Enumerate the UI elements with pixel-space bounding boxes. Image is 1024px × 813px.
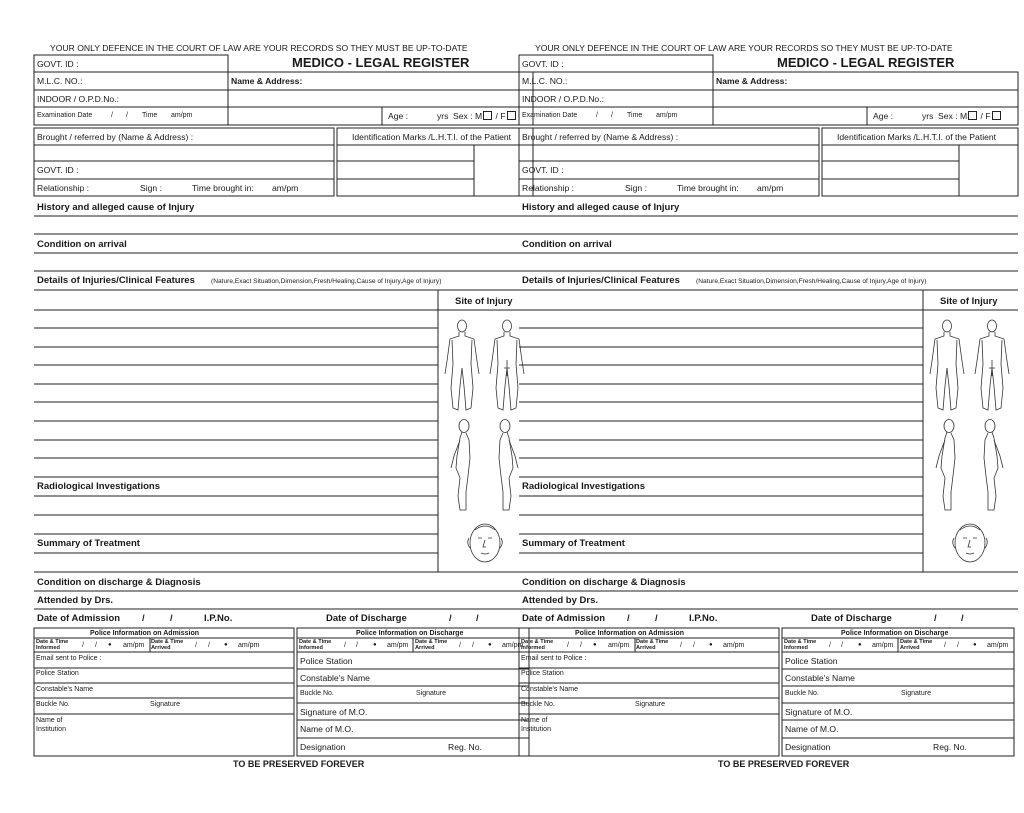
adm-arrived-sep-2: /	[693, 642, 695, 649]
date-sep-2: /	[611, 112, 613, 119]
relationship-label: Relationship :	[37, 183, 90, 193]
name-institution-label: Name of Institution	[521, 717, 551, 733]
admission-sep-1: /	[627, 613, 630, 624]
medico-legal-form-right	[517, 0, 1009, 813]
adm-constable-label: Constable's Name	[521, 686, 578, 693]
sex-f-checkbox[interactable]	[992, 111, 1001, 120]
history-heading: History and alleged cause of Injury	[522, 202, 680, 213]
reg-no-label: Reg. No.	[448, 742, 482, 752]
medico-legal-form-left	[32, 0, 524, 813]
form-title: MEDICO - LEGAL REGISTER	[292, 55, 470, 70]
adm-arrived-bullet: ●	[224, 642, 228, 648]
condition-arrival-heading: Condition on arrival	[37, 239, 127, 250]
sig-mo-label: Signature of M.O.	[785, 707, 853, 717]
site-of-injury-heading: Site of Injury	[455, 296, 513, 307]
sex-m-checkbox[interactable]	[483, 111, 492, 120]
name-mo-label: Name of M.O.	[785, 724, 839, 734]
summary-treatment-heading: Summary of Treatment	[522, 538, 625, 549]
adm-signature-label: Signature	[635, 701, 665, 708]
details-injuries-note: (Nature,Exact Situation,Dimension,Fresh/Healing,Cause of Injury,Age of Injury)	[696, 278, 927, 285]
dis-constable-label: Constable's Name	[785, 673, 855, 683]
adm-arrived-bullet: ●	[709, 642, 713, 648]
adm-informed-sep-2: /	[95, 642, 97, 649]
dis-informed-sep-2: /	[841, 642, 843, 649]
dis-police-station-label: Police Station	[785, 656, 838, 666]
govt-id-2-label: GOVT. ID :	[37, 165, 79, 175]
govt-id-label: GOVT. ID :	[37, 59, 79, 69]
yrs-label: yrs	[922, 111, 934, 121]
dis-informed-sep-2: /	[356, 642, 358, 649]
dis-arrived-bullet: ●	[488, 642, 492, 648]
time-brought-label: Time brought in:	[677, 183, 739, 193]
govt-id-label: GOVT. ID :	[522, 59, 564, 69]
sex-f-label: / F	[495, 111, 506, 121]
sex-field	[453, 111, 517, 121]
police-discharge-heading: Police Information on Discharge	[841, 630, 949, 637]
side-body-icon	[451, 420, 518, 511]
sex-label: Sex :	[453, 111, 473, 121]
front-body-icon	[930, 320, 964, 410]
side-body-icon	[936, 420, 1003, 511]
adm-signature-label: Signature	[150, 701, 180, 708]
discharge-sep-1: /	[934, 613, 937, 624]
sex-f-label: / F	[980, 111, 991, 121]
details-injuries-heading: Details of Injuries/Clinical Features	[522, 275, 680, 286]
brought-by-label: Brought / referred by (Name & Address) :	[37, 132, 194, 142]
age-label: Age :	[388, 111, 409, 121]
dis-dt-arrived-label: Date & Time Arrived	[900, 639, 933, 651]
exam-ampm: am/pm	[171, 112, 193, 119]
adm-informed-sep-1: /	[82, 642, 84, 649]
discharge-sep-2: /	[476, 613, 479, 624]
adm-arrived-sep-2: /	[208, 642, 210, 649]
date-discharge-label: Date of Discharge	[326, 613, 407, 624]
adm-informed-bullet: ●	[593, 642, 597, 648]
dis-dt-informed-label: Date & Time Informed	[299, 639, 332, 651]
admission-sep-1: /	[142, 613, 145, 624]
body-diagram-icon	[927, 316, 1015, 576]
adm-arrived-ampm: am/pm	[723, 642, 745, 649]
dis-arrived-sep-2: /	[957, 642, 959, 649]
admission-sep-2: /	[170, 613, 173, 624]
date-sep-2: /	[126, 112, 128, 119]
dis-arrived-bullet: ●	[973, 642, 977, 648]
front-body-icon	[445, 320, 479, 410]
summary-treatment-heading: Summary of Treatment	[37, 538, 140, 549]
exam-date-label: Examination Date	[522, 112, 578, 119]
adm-dt-informed-label: Date & Time Informed	[36, 639, 69, 651]
condition-arrival-heading: Condition on arrival	[522, 239, 612, 250]
discharge-sep-1: /	[449, 613, 452, 624]
govt-id-2-label: GOVT. ID :	[522, 165, 564, 175]
dis-informed-bullet: ●	[373, 642, 377, 648]
dis-arrived-sep-2: /	[472, 642, 474, 649]
dis-informed-ampm: am/pm	[387, 642, 409, 649]
mlc-no-label: M.L.C. NO.:	[37, 76, 83, 86]
date-admission-label: Date of Admission	[522, 613, 606, 624]
exam-time-label: Time	[627, 112, 643, 119]
sex-m-checkbox[interactable]	[968, 111, 977, 120]
exam-time-label: Time	[142, 112, 158, 119]
adm-arrived-ampm: am/pm	[238, 642, 260, 649]
name-mo-label: Name of M.O.	[300, 724, 354, 734]
name-institution-label: Name of Institution	[36, 717, 66, 733]
sign-label: Sign :	[140, 183, 162, 193]
details-injuries-heading: Details of Injuries/Clinical Features	[37, 275, 195, 286]
adm-constable-label: Constable's Name	[36, 686, 93, 693]
dis-dt-informed-label: Date & Time Informed	[784, 639, 817, 651]
footer-note: TO BE PRESERVED FOREVER	[233, 759, 365, 769]
adm-informed-sep-2: /	[580, 642, 582, 649]
footer-note: TO BE PRESERVED FOREVER	[718, 759, 850, 769]
ip-no-label: I.P.No.	[689, 613, 718, 624]
date-sep-1: /	[596, 112, 598, 119]
adm-informed-bullet: ●	[108, 642, 112, 648]
back-body-icon	[975, 320, 1009, 410]
header-note: YOUR ONLY DEFENCE IN THE COURT OF LAW ARE YOUR RECORDS SO THEY MUST BE UP-TO-DATE	[50, 43, 468, 53]
details-injuries-note: (Nature,Exact Situation,Dimension,Fresh/Healing,Cause of Injury,Age of Injury)	[211, 278, 442, 285]
police-admission-heading: Police Information on Admission	[90, 630, 200, 637]
sex-m-label: M	[959, 111, 968, 121]
dis-informed-ampm: am/pm	[872, 642, 894, 649]
sex-m-label: M	[474, 111, 483, 121]
admission-sep-2: /	[655, 613, 658, 624]
history-heading: History and alleged cause of Injury	[37, 202, 195, 213]
adm-dt-informed-label: Date & Time Informed	[521, 639, 554, 651]
time-brought-label: Time brought in:	[192, 183, 254, 193]
time-brought-ampm: am/pm	[272, 183, 299, 193]
site-of-injury-heading: Site of Injury	[940, 296, 998, 307]
head-diagram-icon	[953, 524, 988, 562]
sig-mo-label: Signature of M.O.	[300, 707, 368, 717]
radiological-heading: Radiological Investigations	[522, 481, 645, 492]
date-admission-label: Date of Admission	[37, 613, 121, 624]
mlc-no-label: M.L.C. NO.:	[522, 76, 568, 86]
discharge-sep-2: /	[961, 613, 964, 624]
dis-arrived-ampm: am/pm	[502, 642, 524, 649]
adm-buckle-label: Buckle No.	[521, 701, 555, 708]
dis-buckle-label: Buckle No.	[300, 690, 334, 697]
adm-buckle-label: Buckle No.	[36, 701, 70, 708]
adm-dt-arrived-label: Date & Time Arrived	[151, 639, 184, 651]
yrs-label: yrs	[437, 111, 449, 121]
indoor-opd-label: INDOOR / O.P.D.No.:	[37, 94, 119, 104]
exam-ampm: am/pm	[656, 112, 678, 119]
designation-label: Designation	[785, 742, 831, 752]
condition-discharge-heading: Condition on discharge & Diagnosis	[37, 577, 201, 588]
indoor-opd-label: INDOOR / O.P.D.No.:	[522, 94, 604, 104]
dis-signature-label: Signature	[901, 690, 931, 697]
dis-signature-label: Signature	[416, 690, 446, 697]
relationship-label: Relationship :	[522, 183, 575, 193]
reg-no-label: Reg. No.	[933, 742, 967, 752]
adm-police-station-label: Police Station	[36, 670, 79, 677]
adm-arrived-sep-1: /	[680, 642, 682, 649]
condition-discharge-heading: Condition on discharge & Diagnosis	[522, 577, 686, 588]
sex-field	[938, 111, 1002, 121]
adm-dt-arrived-label: Date & Time Arrived	[636, 639, 669, 651]
sign-label: Sign :	[625, 183, 647, 193]
brought-by-label: Brought / referred by (Name & Address) :	[522, 132, 679, 142]
dis-buckle-label: Buckle No.	[785, 690, 819, 697]
ip-no-label: I.P.No.	[204, 613, 233, 624]
attended-by-heading: Attended by Drs.	[37, 595, 114, 606]
name-address-label: Name & Address:	[716, 76, 788, 86]
age-label: Age :	[873, 111, 894, 121]
email-police-label: Email sent to Police :	[521, 655, 587, 662]
exam-date-label: Examination Date	[37, 112, 93, 119]
date-discharge-label: Date of Discharge	[811, 613, 892, 624]
sex-f-checkbox[interactable]	[507, 111, 516, 120]
time-brought-ampm: am/pm	[757, 183, 784, 193]
police-discharge-heading: Police Information on Discharge	[356, 630, 464, 637]
dis-dt-arrived-label: Date & Time Arrived	[415, 639, 448, 651]
identification-marks-label: Identification Marks /L.H.T.I. of the Patient	[837, 132, 997, 142]
date-sep-1: /	[111, 112, 113, 119]
form-title: MEDICO - LEGAL REGISTER	[777, 55, 955, 70]
sex-label: Sex :	[938, 111, 958, 121]
police-admission-heading: Police Information on Admission	[575, 630, 685, 637]
dis-arrived-ampm: am/pm	[987, 642, 1009, 649]
designation-label: Designation	[300, 742, 346, 752]
adm-arrived-sep-1: /	[195, 642, 197, 649]
dis-police-station-label: Police Station	[300, 656, 353, 666]
adm-informed-ampm: am/pm	[123, 642, 145, 649]
dis-arrived-sep-1: /	[944, 642, 946, 649]
attended-by-heading: Attended by Drs.	[522, 595, 599, 606]
header-note: YOUR ONLY DEFENCE IN THE COURT OF LAW ARE YOUR RECORDS SO THEY MUST BE UP-TO-DATE	[535, 43, 953, 53]
dis-informed-sep-1: /	[829, 642, 831, 649]
adm-informed-sep-1: /	[567, 642, 569, 649]
adm-informed-ampm: am/pm	[608, 642, 630, 649]
adm-police-station-label: Police Station	[521, 670, 564, 677]
email-police-label: Email sent to Police :	[36, 655, 102, 662]
dis-informed-sep-1: /	[344, 642, 346, 649]
radiological-heading: Radiological Investigations	[37, 481, 160, 492]
head-diagram-icon	[468, 524, 503, 562]
dis-constable-label: Constable's Name	[300, 673, 370, 683]
dis-arrived-sep-1: /	[459, 642, 461, 649]
name-address-label: Name & Address:	[231, 76, 303, 86]
dis-informed-bullet: ●	[858, 642, 862, 648]
identification-marks-label: Identification Marks /L.H.T.I. of the Patient	[352, 132, 512, 142]
